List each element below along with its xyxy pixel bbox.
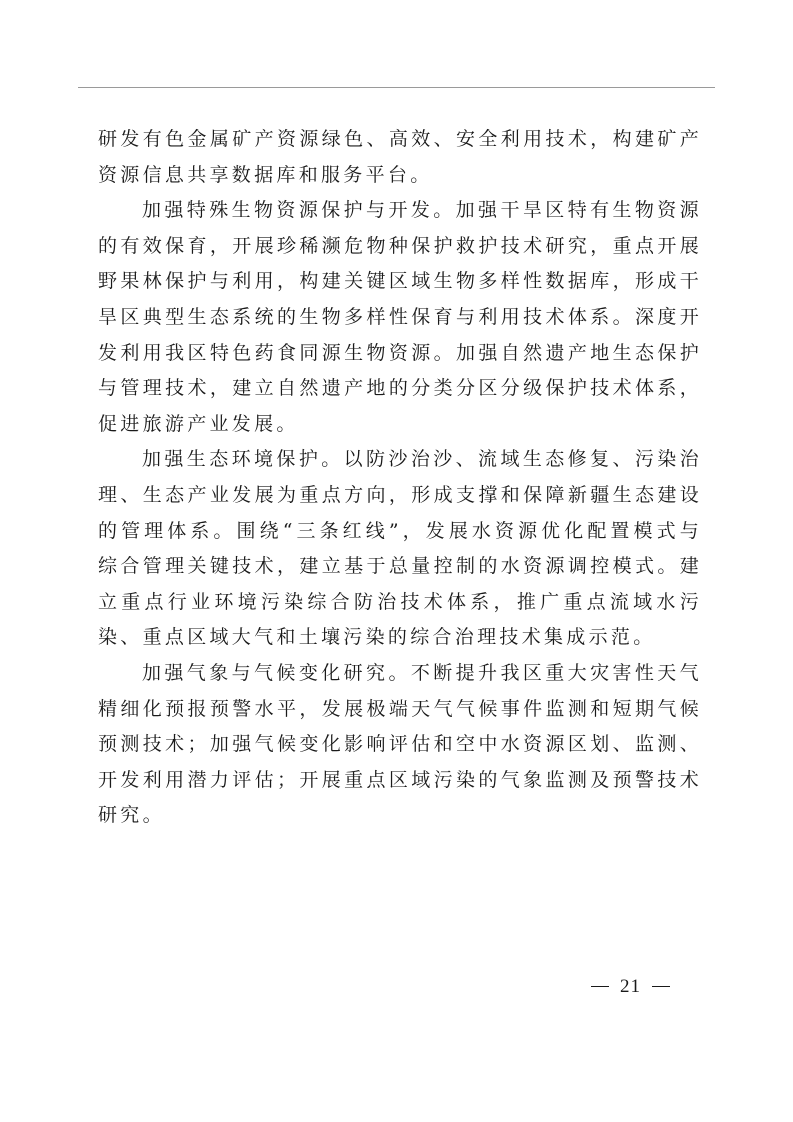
paragraph-meteorology-climate: 加强气象与气候变化研究。不断提升我区重大灾害性天气精细化预报预警水平，发展极端天气气候事件监测和短期气候预测技术；加强气候变化影响评估和空中水资源区划、监测、开发利用潜力评估；开展重点区域污染的气象监测及预警技术研究。 [98, 661, 702, 827]
page-number-left-dash [591, 986, 609, 987]
page-number-right-dash [652, 986, 670, 987]
paragraph-ecological-protection: 加强生态环境保护。以防沙治沙、流域生态修复、污染治理、生态产业发展为重点方向，形成支撑和保障新疆生态建设的管理体系。围绕“三条红线”，发展水资源优化配置模式与综合管理关键技术，建立基于总量控制的水资源调控模式。建立重点行业环境污染综合防治技术体系，推广重点流域水污染、重点区域大气和土壤污染的综合治理技术集成示范。 [98, 448, 702, 649]
header-rule [78, 87, 715, 88]
page-number: 21 [620, 976, 641, 997]
page-number-footer [580, 976, 681, 998]
document-body [98, 122, 702, 834]
paragraph-biological-resources: 加强特殊生物资源保护与开发。加强干旱区特有生物资源的有效保育，开展珍稀濒危物种保护救护技术研究，重点开展野果林保护与利用，构建关键区域生物多样性数据库，形成干旱区典型生态系统的生物多样性保育与利用技术体系。深度开发利用我区特色药食同源生物资源。加强自然遗产地生态保护与管理技术，建立自然遗产地的分类分区分级保护技术体系，促进旅游产业发展。 [98, 199, 702, 435]
paragraph-mineral-resources: 研发有色金属矿产资源绿色、高效、安全利用技术，构建矿产资源信息共享数据库和服务平台。 [98, 128, 702, 186]
